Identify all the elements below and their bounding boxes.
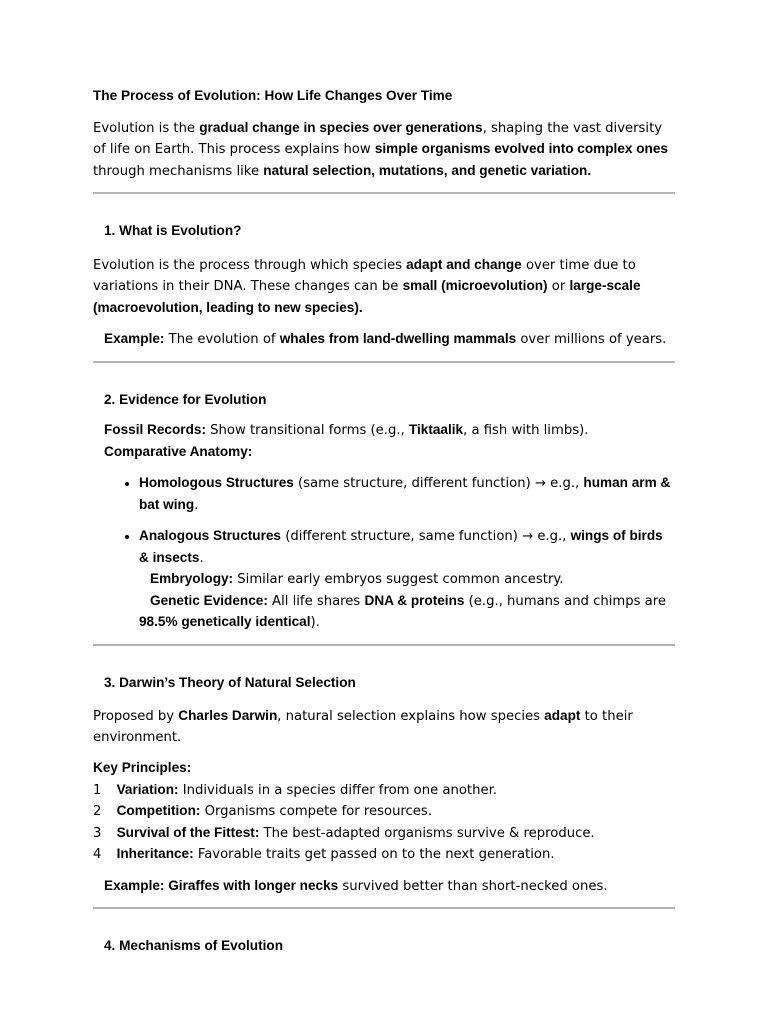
fossil-records-line: Fossil Records: Show transitional forms (e.g., Tiktaalik, a fish with limbs). (104, 422, 589, 438)
comparative-anatomy-line: Comparative Anatomy: (104, 443, 253, 459)
document-body (93, 86, 675, 970)
document-title: The Process of Evolution: How Life Changes Over Time (93, 88, 453, 103)
intro-paragraph: Evolution is the gradual change in species over generations, shaping the vast diversity of life on Earth. This process explains how simple organisms evolved into complex ones through mechanisms like natural selection, mutations, and genetic variation. (93, 119, 668, 179)
anatomy-list (93, 473, 675, 634)
list-item: • Analogous Structures (different structure, same function) → e.g., wings of birds & insects. Embryology: Similar early embryos suggest common ancestry. Genetic Evidence: All life shares DNA & proteins (e.g., humans and chimps are 98.5% genetically identical). (139, 526, 675, 634)
section1-paragraph: Evolution is the process through which species adapt and change over time due to variations in their DNA. These changes can be small (microevolution) or large-scale (macroevolution, leading to new species). (93, 256, 641, 315)
section1-example: Example: The evolution of whales from land-dwelling mammals over millions of years. (104, 331, 667, 347)
section-heading-evidence: 2. Evidence for Evolution (104, 391, 267, 407)
key-principles-label: Key Principles: (93, 760, 192, 775)
list-item: 1 Variation: Individuals in a species differ from one another. (93, 781, 497, 798)
section-heading-darwin: 3. Darwin’s Theory of Natural Selection (104, 674, 356, 690)
section3-example: Example: Giraffes with longer necks survived better than short-necked ones. (104, 877, 608, 894)
list-item: 3 Survival of the Fittest: The best-adapted organisms survive & reproduce. (93, 824, 595, 841)
section3-paragraph: Proposed by Charles Darwin, natural selection explains how species adapt to their environment. (93, 708, 633, 745)
section-heading-mechanisms: 4. Mechanisms of Evolution (104, 938, 284, 953)
list-item: 2 Competition: Organisms compete for resources. (93, 803, 432, 819)
key-principles (93, 758, 675, 866)
evidence-lines (93, 420, 675, 463)
list-item: 4 Inheritance: Favorable traits get passed on to the next generation. (93, 846, 555, 862)
list-item: • Homologous Structures (same structure, different function) → e.g., human arm & bat wing. (139, 473, 675, 516)
section-heading-what-is-evolution: 1. What is Evolution? (104, 223, 242, 238)
